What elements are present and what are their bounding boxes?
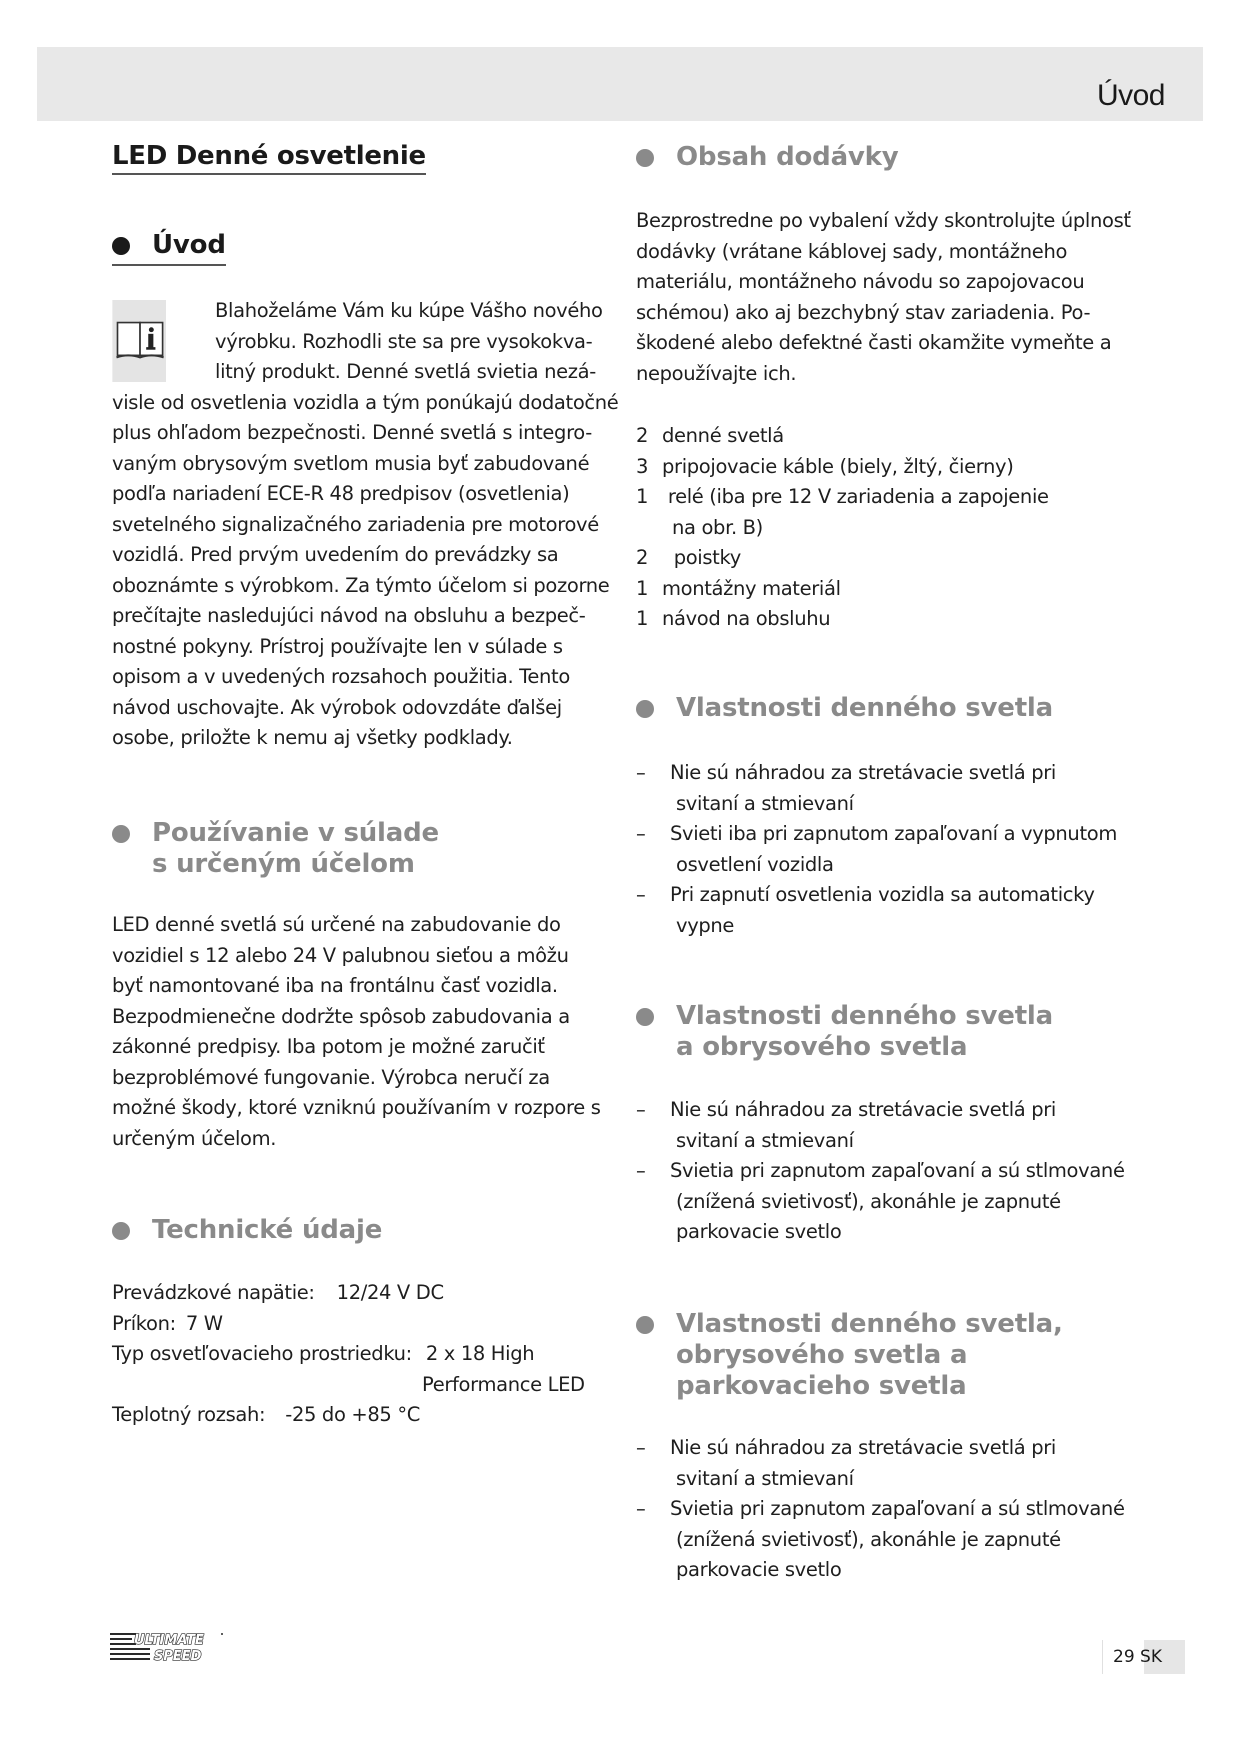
section-heading-text: Obsah dodávky bbox=[676, 142, 899, 172]
section-heading-drl-position-features bbox=[636, 1001, 1053, 1063]
section-heading-drl-features bbox=[636, 693, 1053, 724]
section-heading-text: Technické údaje bbox=[152, 1215, 383, 1245]
item-line: Nie sú náhradou za stretávacie svetlá pri bbox=[670, 1436, 1056, 1459]
spec-label: Teplotný rozsah: bbox=[112, 1403, 266, 1426]
item-line: vypne bbox=[676, 913, 735, 937]
item-quantity: 2 bbox=[636, 424, 649, 447]
item-text: pripojovacie káble (biely, žltý, čierny) bbox=[662, 454, 1014, 478]
item-line: Svietia pri zapnutom zapaľovaní a sú stlmované bbox=[670, 1159, 1125, 1182]
paragraph-line: škodené alebo defektné časti okamžite vymeňte a bbox=[636, 331, 1112, 354]
item-line: Svieti iba pri zapnutom zapaľovaní a vypnutom bbox=[670, 822, 1117, 845]
item-quantity: 1 bbox=[636, 576, 649, 600]
spec-label: Typ osvetľovacieho prostriedku: bbox=[112, 1342, 412, 1365]
page-number-value: 29 bbox=[1113, 1647, 1135, 1667]
item-line: parkovacie svetlo bbox=[676, 1220, 842, 1243]
item-line: Nie sú náhradou za stretávacie svetlá pri bbox=[670, 1098, 1056, 1121]
intro-line: plus ohľadom bezpečnosti. Denné svetlá s integro- bbox=[112, 421, 592, 444]
item-quantity: 1 bbox=[636, 607, 649, 630]
item-line: svitaní a stmievaní bbox=[676, 1128, 854, 1152]
delivery-item bbox=[636, 543, 1049, 574]
intro-paragraph bbox=[112, 296, 622, 754]
ultimate-speed-logo-icon bbox=[110, 1627, 230, 1667]
bullet-icon bbox=[636, 1008, 654, 1026]
dash-bullet: – bbox=[636, 1098, 646, 1121]
dash-bullet: – bbox=[636, 761, 646, 784]
dash-bullet: – bbox=[636, 822, 646, 845]
drl-features-list bbox=[636, 758, 1156, 941]
intro-line: vaným obrysovým svetlom musia byť zabudované bbox=[112, 451, 590, 475]
paragraph-line: určeným účelom. bbox=[112, 1126, 277, 1150]
spec-label: Prevádzkové napätie: bbox=[112, 1281, 315, 1304]
item-line: svitaní a stmievaní bbox=[676, 1466, 854, 1490]
spec-value: 2 x 18 High bbox=[425, 1342, 535, 1365]
section-heading-drl-position-parking-features bbox=[636, 1309, 1063, 1402]
item-text: návod na obsluhu bbox=[662, 607, 831, 630]
delivery-item bbox=[636, 604, 1049, 635]
item-quantity: 1 bbox=[636, 485, 649, 508]
bullet-icon bbox=[636, 149, 654, 167]
intro-line: opisom a v uvedených rozsahoch použitia. Tento bbox=[112, 665, 570, 688]
intro-line: osobe, priložte k nemu aj všetky podklady. bbox=[112, 726, 513, 749]
spec-value: 12/24 V DC bbox=[336, 1281, 444, 1304]
feature-item bbox=[636, 1494, 1156, 1586]
heading-line: Vlastnosti denného svetla bbox=[676, 1001, 1053, 1031]
item-line: osvetlení vozidla bbox=[676, 852, 834, 876]
section-heading-delivery bbox=[636, 142, 899, 173]
item-line: Nie sú náhradou za stretávacie svetlá pri bbox=[670, 761, 1056, 784]
heading-line: obrysového svetla a bbox=[676, 1340, 968, 1370]
drl-position-features-list bbox=[636, 1095, 1156, 1248]
bullet-icon bbox=[112, 825, 130, 843]
section-heading-text: Vlastnosti denného svetla bbox=[676, 693, 1053, 723]
spec-row bbox=[112, 1339, 585, 1370]
delivery-item bbox=[636, 482, 1049, 513]
delivery-item bbox=[636, 421, 1049, 452]
spec-value: 7 W bbox=[185, 1311, 223, 1335]
paragraph-line: vozidiel s 12 alebo 24 V palubnou sieťou a môžu bbox=[112, 943, 569, 967]
bullet-icon bbox=[112, 1222, 130, 1240]
technical-data-table bbox=[112, 1278, 585, 1431]
section-heading-intended-use bbox=[112, 818, 439, 880]
chapter-title: Úvod bbox=[1096, 79, 1165, 112]
paragraph-line: nepoužívajte ich. bbox=[636, 361, 797, 385]
intro-line: oboznámte s výrobkom. Za týmto účelom si pozorne bbox=[112, 573, 610, 597]
page-number-box bbox=[1102, 1640, 1185, 1674]
spec-value: -25 do +85 °C bbox=[285, 1403, 420, 1426]
paragraph-line: dodávky (vrátane káblovej sady, montážneho bbox=[636, 239, 1068, 263]
heading-line: Vlastnosti denného svetla, bbox=[676, 1309, 1063, 1339]
item-line: Svietia pri zapnutom zapaľovaní a sú stlmované bbox=[670, 1497, 1125, 1520]
spec-row bbox=[112, 1400, 585, 1431]
heading-line: s určeným účelom bbox=[152, 849, 415, 879]
paragraph-line: bezproblémové fungovanie. Výrobca neručí za bbox=[112, 1065, 550, 1089]
delivery-items-list bbox=[636, 421, 1049, 635]
paragraph-line: možné škody, ktoré vzniknú používaním v rozpore s bbox=[112, 1096, 601, 1119]
delivery-paragraph bbox=[636, 206, 1156, 389]
page-number bbox=[1113, 1647, 1162, 1667]
delivery-item bbox=[636, 574, 1049, 605]
bullet-icon bbox=[636, 1316, 654, 1334]
intended-use-paragraph bbox=[112, 910, 622, 1154]
paragraph-line: Bezpodmienečne dodržte spôsob zabudovania a bbox=[112, 1004, 570, 1028]
intro-line: nostné pokyny. Prístroj používajte len v súlade s bbox=[112, 634, 563, 658]
item-line: svitaní a stmievaní bbox=[676, 791, 854, 815]
feature-item bbox=[636, 1156, 1156, 1248]
paragraph-line: LED denné svetlá sú určené na zabudovanie do bbox=[112, 913, 561, 936]
item-line: Pri zapnutí osvetlenia vozidla sa automaticky bbox=[670, 883, 1095, 906]
section-heading-intro bbox=[112, 230, 226, 266]
page-header-band bbox=[37, 47, 1203, 121]
dash-bullet: – bbox=[636, 883, 646, 906]
feature-item bbox=[636, 819, 1156, 880]
intro-line: návod uschovajte. Ak výrobok odovzdáte ďalšej bbox=[112, 695, 562, 719]
feature-item bbox=[636, 1433, 1156, 1494]
section-heading-technical-data bbox=[112, 1215, 382, 1246]
dash-bullet: – bbox=[636, 1159, 646, 1182]
heading-line: a obrysového svetla bbox=[676, 1032, 968, 1062]
intro-line: vozidlá. Pred prvým uvedením do prevádzky sa bbox=[112, 543, 559, 566]
intro-line: litný produkt. Denné svetlá svietia nezá- bbox=[215, 360, 596, 383]
item-quantity: 2 bbox=[636, 546, 649, 569]
intro-line: prečítajte nasledujúci návod na obsluhu a bezpeč- bbox=[112, 604, 586, 627]
intro-line: výrobku. Rozhodli ste sa pre vysokokva- bbox=[215, 329, 593, 353]
bullet-icon bbox=[636, 700, 654, 718]
spec-label: Príkon: bbox=[112, 1311, 176, 1335]
heading-line: Používanie v súlade bbox=[152, 818, 439, 848]
delivery-item bbox=[636, 452, 1049, 483]
item-quantity: 3 bbox=[636, 454, 649, 478]
paragraph-line: materiálu, montážneho návodu so zapojovacou bbox=[636, 270, 1085, 293]
feature-item bbox=[636, 758, 1156, 819]
item-text: denné svetlá bbox=[662, 424, 784, 447]
document-title: LED Denné osvetlenie bbox=[112, 141, 426, 175]
feature-item bbox=[636, 1095, 1156, 1156]
intro-line: visle od osvetlenia vozidla a tým ponúkajú dodatočné bbox=[112, 390, 619, 414]
bullet-icon bbox=[112, 237, 130, 255]
section-heading-text bbox=[152, 818, 439, 880]
item-line: (znížená svietivosť), akonáhle je zapnuté bbox=[676, 1189, 1061, 1213]
item-line: (znížená svietivosť), akonáhle je zapnuté bbox=[676, 1527, 1061, 1551]
section-heading-text: Úvod bbox=[152, 230, 226, 260]
paragraph-line: byť namontované iba na frontálnu časť vozidla. bbox=[112, 974, 558, 997]
spec-row bbox=[112, 1278, 585, 1309]
paragraph-line: schémou) ako aj bezchybný stav zariadenia. Po- bbox=[636, 300, 1091, 324]
heading-line: parkovacieho svetla bbox=[676, 1371, 967, 1401]
intro-line: Blahoželáme Vám ku kúpe Vášho nového bbox=[215, 299, 603, 322]
paragraph-line: zákonné predpisy. Iba potom je možné zaručiť bbox=[112, 1035, 545, 1058]
spec-row-continuation: Performance LED bbox=[422, 1372, 585, 1396]
spec-row bbox=[112, 1309, 585, 1340]
language-code: SK bbox=[1140, 1647, 1162, 1667]
intro-line: svetelného signalizačného zariadenia pre motorové bbox=[112, 512, 599, 536]
item-text: montážny materiál bbox=[662, 576, 841, 600]
delivery-item-continuation: na obr. B) bbox=[672, 515, 763, 539]
item-line: parkovacie svetlo bbox=[676, 1558, 842, 1581]
item-text: poistky bbox=[662, 546, 741, 569]
item-text: relé (iba pre 12 V zariadenia a zapojenie bbox=[662, 485, 1049, 508]
drl-position-parking-features-list bbox=[636, 1433, 1156, 1586]
section-heading-text bbox=[676, 1309, 1063, 1402]
logo-text-line2: SPEED bbox=[154, 1649, 202, 1664]
dash-bullet: – bbox=[636, 1497, 646, 1520]
section-heading-text bbox=[676, 1001, 1053, 1063]
dash-bullet: – bbox=[636, 1436, 646, 1459]
paragraph-line: Bezprostredne po vybalení vždy skontrolujte úplnosť bbox=[636, 209, 1131, 232]
logo-text-line1: ULTIMATE bbox=[134, 1633, 204, 1648]
feature-item bbox=[636, 880, 1156, 941]
intro-line: podľa nariadení ECE-R 48 predpisov (osvetlenia) bbox=[112, 482, 570, 505]
